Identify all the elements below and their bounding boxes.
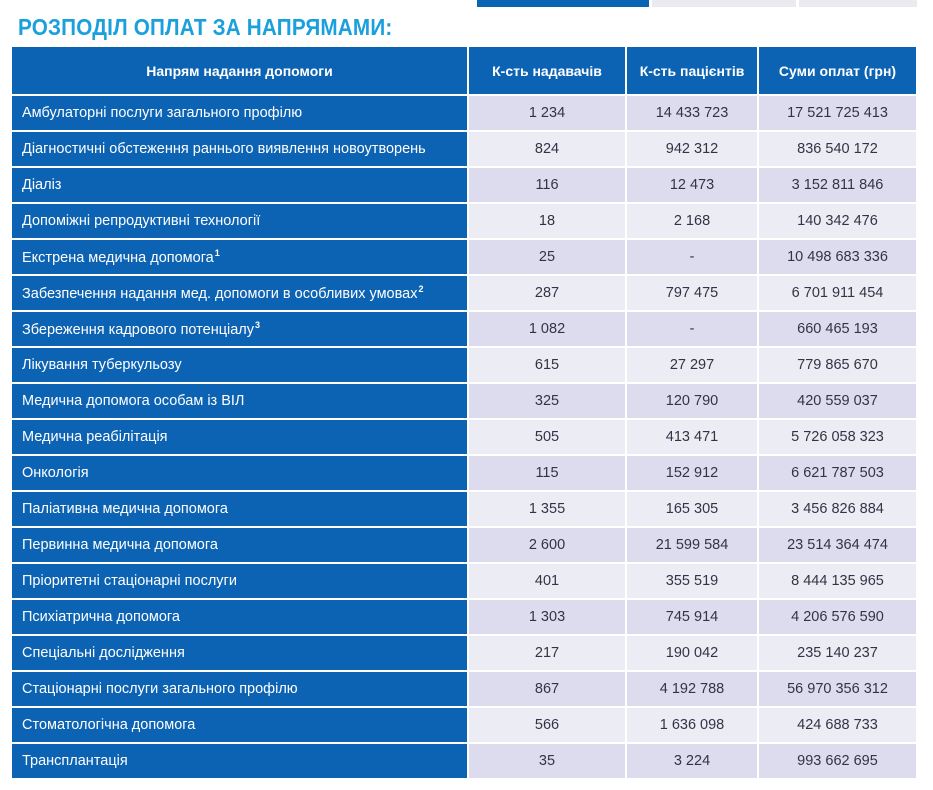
row-sum: 6 621 787 503 (759, 456, 916, 492)
row-patients: 1 636 098 (627, 708, 759, 744)
direction-label: Паліативна медична допомога (22, 501, 228, 517)
row-sum: 660 465 193 (759, 312, 916, 348)
direction-label: Первинна медична допомога (22, 537, 218, 553)
row-direction (12, 456, 469, 492)
direction-label: Лікування туберкульозу (22, 357, 182, 373)
direction-label: Екстрена медична допомога (22, 250, 214, 266)
direction-label: Збереження кадрового потенціалу (22, 322, 255, 338)
row-sum: 6 701 911 454 (759, 276, 916, 312)
row-sum: 836 540 172 (759, 132, 916, 168)
row-sum: 3 456 826 884 (759, 492, 916, 528)
row-direction (12, 564, 469, 600)
row-patients: 355 519 (627, 564, 759, 600)
row-providers: 115 (469, 456, 627, 492)
row-sum: 4 206 576 590 (759, 600, 916, 636)
row-sum: 993 662 695 (759, 744, 916, 780)
column-header-providers: К-сть надавачів (469, 47, 627, 96)
row-providers: 25 (469, 240, 627, 276)
table-row (12, 672, 916, 708)
direction-label: Медична реабілітація (22, 429, 168, 445)
payments-table (12, 47, 916, 780)
table-row (12, 204, 916, 240)
row-patients: - (627, 312, 759, 348)
direction-label: Допоміжні репродуктивні технології (22, 213, 261, 229)
table-row (12, 564, 916, 600)
row-patients: 797 475 (627, 276, 759, 312)
table-row (12, 168, 916, 204)
footnote-marker: 3 (255, 320, 261, 330)
footnote-marker: 2 (418, 284, 424, 294)
table-row (12, 420, 916, 456)
row-patients: 120 790 (627, 384, 759, 420)
row-sum: 3 152 811 846 (759, 168, 916, 204)
row-patients: - (627, 240, 759, 276)
row-direction (12, 204, 469, 240)
row-providers: 2 600 (469, 528, 627, 564)
row-providers: 505 (469, 420, 627, 456)
tab-bar[interactable] (652, 0, 796, 7)
row-direction (12, 708, 469, 744)
row-patients: 190 042 (627, 636, 759, 672)
row-direction (12, 492, 469, 528)
row-patients: 745 914 (627, 600, 759, 636)
row-providers: 566 (469, 708, 627, 744)
footnote-marker: 1 (214, 248, 220, 258)
row-sum: 779 865 670 (759, 348, 916, 384)
column-header-sum: Суми оплат (грн) (759, 47, 916, 96)
row-providers: 35 (469, 744, 627, 780)
table-row (12, 744, 916, 780)
table-row (12, 600, 916, 636)
row-patients: 413 471 (627, 420, 759, 456)
top-tab-strip (0, 0, 933, 8)
table-header-row (12, 47, 916, 96)
row-providers: 116 (469, 168, 627, 204)
row-providers: 1 082 (469, 312, 627, 348)
row-providers: 401 (469, 564, 627, 600)
row-patients: 21 599 584 (627, 528, 759, 564)
table-row (12, 348, 916, 384)
direction-label: Амбулаторні послуги загального профілю (22, 105, 303, 121)
direction-label: Стаціонарні послуги загального профілю (22, 681, 298, 697)
row-providers: 1 234 (469, 96, 627, 132)
table-row (12, 528, 916, 564)
row-sum: 8 444 135 965 (759, 564, 916, 600)
row-patients: 27 297 (627, 348, 759, 384)
direction-label: Стоматологічна допомога (22, 717, 196, 733)
row-direction (12, 168, 469, 204)
row-patients: 942 312 (627, 132, 759, 168)
row-providers: 1 303 (469, 600, 627, 636)
row-patients: 12 473 (627, 168, 759, 204)
direction-label: Пріоритетні стаціонарні послуги (22, 573, 237, 589)
row-direction (12, 96, 469, 132)
row-patients: 3 224 (627, 744, 759, 780)
table-row (12, 240, 916, 276)
direction-label: Онкологія (22, 465, 89, 481)
page-title: РОЗПОДІЛ ОПЛАТ ЗА НАПРЯМАМИ: (18, 14, 393, 40)
table-row (12, 276, 916, 312)
row-sum: 424 688 733 (759, 708, 916, 744)
row-providers: 824 (469, 132, 627, 168)
row-sum: 56 970 356 312 (759, 672, 916, 708)
table-row (12, 456, 916, 492)
row-providers: 287 (469, 276, 627, 312)
table-row (12, 636, 916, 672)
table-row (12, 96, 916, 132)
row-direction (12, 528, 469, 564)
direction-label: Діаліз (22, 177, 62, 193)
table-row (12, 708, 916, 744)
row-direction (12, 420, 469, 456)
row-direction (12, 600, 469, 636)
row-sum: 23 514 364 474 (759, 528, 916, 564)
row-providers: 867 (469, 672, 627, 708)
table-body (12, 96, 916, 780)
column-header-patients: К-сть пацієнтів (627, 47, 759, 96)
row-direction (12, 384, 469, 420)
row-sum: 10 498 683 336 (759, 240, 916, 276)
row-patients: 2 168 (627, 204, 759, 240)
row-providers: 325 (469, 384, 627, 420)
direction-label: Трансплантація (22, 753, 128, 769)
row-providers: 615 (469, 348, 627, 384)
row-direction (12, 348, 469, 384)
table-row (12, 492, 916, 528)
direction-label: Діагностичні обстеження раннього виявлення новоутворень (22, 141, 426, 157)
row-providers: 217 (469, 636, 627, 672)
row-direction (12, 636, 469, 672)
row-direction (12, 744, 469, 780)
table-row (12, 132, 916, 168)
row-sum: 17 521 725 413 (759, 96, 916, 132)
row-sum: 235 140 237 (759, 636, 916, 672)
row-patients: 4 192 788 (627, 672, 759, 708)
row-sum: 5 726 058 323 (759, 420, 916, 456)
tab-bar[interactable] (799, 0, 917, 7)
row-direction (12, 276, 469, 312)
direction-label: Забезпечення надання мед. допомоги в особливих умовах (22, 286, 418, 302)
tab-bar-active[interactable] (477, 0, 649, 7)
row-direction (12, 240, 469, 276)
row-sum: 420 559 037 (759, 384, 916, 420)
row-direction (12, 132, 469, 168)
column-header-direction: Напрям надання допомоги (12, 47, 469, 96)
row-sum: 140 342 476 (759, 204, 916, 240)
row-patients: 152 912 (627, 456, 759, 492)
row-patients: 14 433 723 (627, 96, 759, 132)
row-providers: 1 355 (469, 492, 627, 528)
table-row (12, 384, 916, 420)
direction-label: Психіатрична допомога (22, 609, 180, 625)
row-direction (12, 672, 469, 708)
row-direction (12, 312, 469, 348)
table-row (12, 312, 916, 348)
row-patients: 165 305 (627, 492, 759, 528)
direction-label: Медична допомога особам із ВІЛ (22, 393, 245, 409)
direction-label: Спеціальні дослідження (22, 645, 185, 661)
row-providers: 18 (469, 204, 627, 240)
